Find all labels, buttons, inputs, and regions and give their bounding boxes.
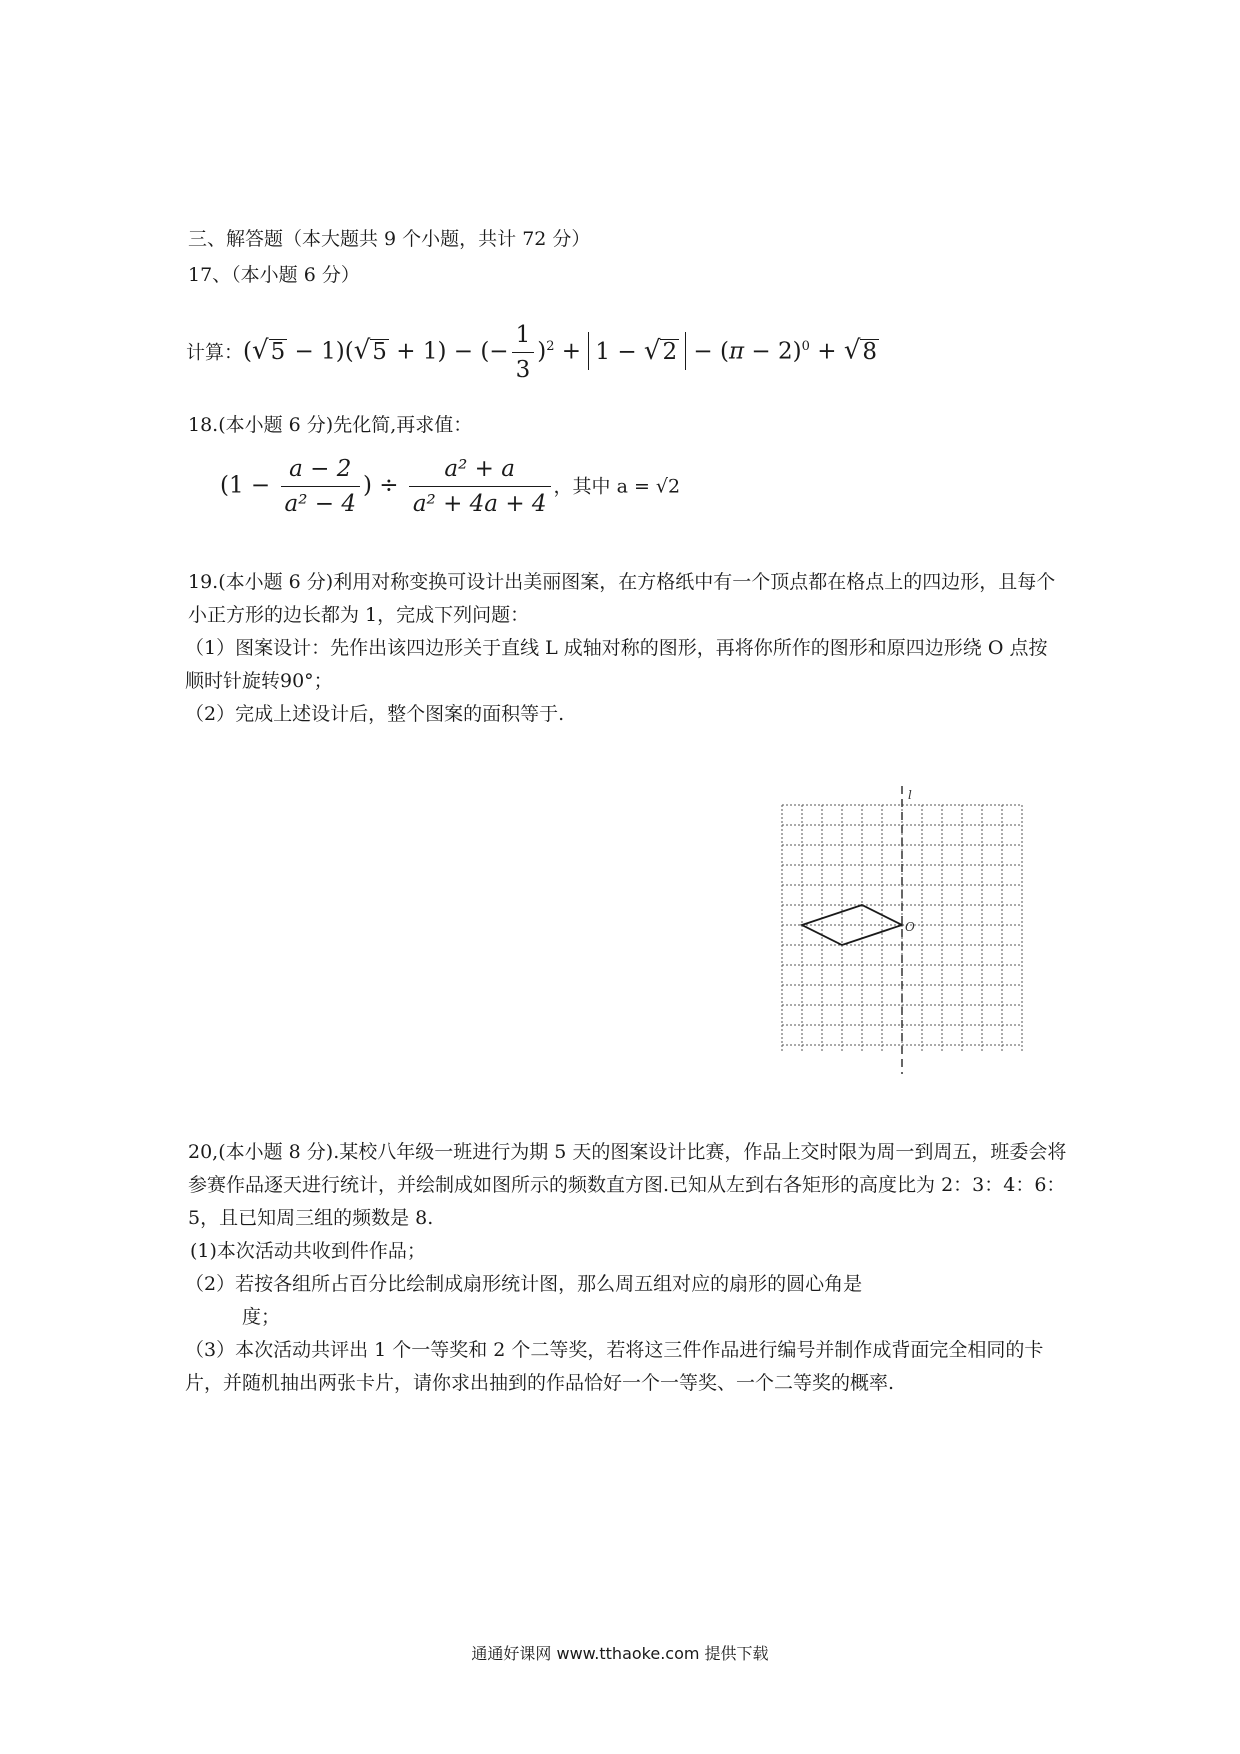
- section-title: 三、解答题（本大题共 9 个小题，共计 72 分）: [188, 228, 591, 250]
- q19-text: 19.(本小题 6 分)利用对称变换可设计出美丽图案，在方格纸中有一个顶点都在格点上的四边形，且每个小正方形的边长都为 1，完成下列问题：: [188, 571, 1056, 626]
- q17-header: 17、（本小题 6 分）: [188, 264, 360, 286]
- q17-expression: 计算：(√5 − 1)(√5 + 1) − (− $\frac{1}{3}$ )$^2 + 1 - √2 - (\pi - 2)^0 + √8$: [186, 318, 879, 387]
- line-label-l: l: [908, 788, 912, 802]
- q20-part3: （3）本次活动共评出 1 个一等奖和 2 个二等奖，若将这三件作品进行编号并制作成背面完全相同的卡片，并随机抽出两张卡片，请你求出抽到的作品恰好一个一等奖、一个二等奖的概率.: [185, 1339, 1044, 1394]
- q20-part2b: 度；: [242, 1306, 281, 1328]
- q19-part1: （1）图案设计：先作出该四边形关于直线 L 成轴对称的图形，再将你所作的图形和原四边形绕 O 点按顺时针旋转90°；: [185, 637, 1048, 692]
- q18-fraction-2: $\frac{\text{a² + a}}{\text{a² + 4a + 4}}$: [409, 452, 551, 521]
- q20-part1: (1)本次活动共收到件作品；: [190, 1240, 426, 1262]
- q17-fraction: $\frac{1}{3}$: [512, 318, 535, 387]
- q19-part2: （2）完成上述设计后，整个图案的面积等于.: [185, 703, 565, 725]
- q17-prefix: 计算：: [186, 341, 244, 364]
- q17-absolute-value: 1 − √2: [588, 332, 686, 370]
- q18-expression: (1 − $\frac{a - 2}{\text{a² − 4}}$ ) ÷ $\frac{\text{a² + a}}{\text{a² + 4a + 4}}$ ，其中 a = √2: [220, 452, 680, 521]
- q18-condition: ，其中 a = √2: [553, 475, 681, 498]
- q20-part2a: （2）若按各组所占百分比绘制成扇形统计图，那么周五组对应的扇形的圆心角是: [185, 1273, 863, 1295]
- point-label-o: O: [905, 920, 915, 934]
- grid-figure: [775, 784, 1035, 1080]
- q20-text: 20,(本小题 8 分).某校八年级一班进行为期 5 天的图案设计比赛，作品上交时限为周一到周五，班委会将参赛作品逐天进行统计，并绘制成如图所示的频数直方图.已知从左到右各矩形的高度比为 2：3：4：6：5，且已知周三组的频数是 8.: [188, 1141, 1067, 1229]
- q18-header: 18.(本小题 6 分)先化简,再求值：: [188, 414, 473, 436]
- q18-fraction-1: $\frac{a - 2}{\text{a² − 4}}$: [281, 452, 360, 521]
- footer-text: 通通好课网 www.tthaoke.com 提供下载: [471, 1644, 769, 1663]
